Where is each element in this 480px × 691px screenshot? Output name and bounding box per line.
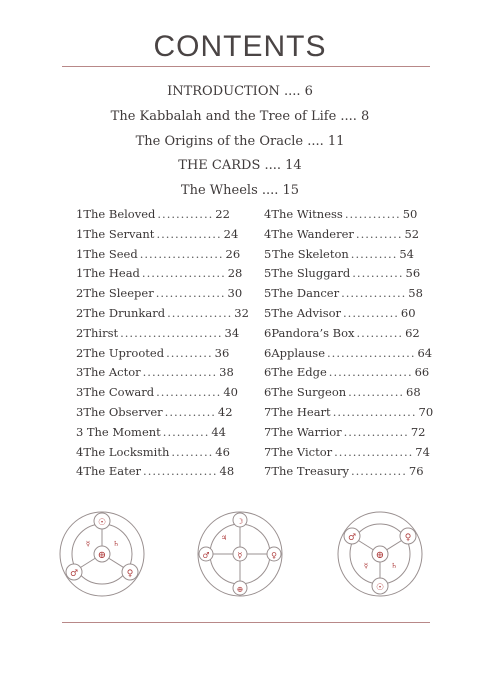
toc-entry[interactable]: [76, 245, 241, 265]
toc-entry-name: The Uprooted: [83, 345, 165, 360]
page-title: CONTENTS: [153, 30, 327, 63]
toc-entry-dots: ................: [142, 365, 218, 380]
toc-entry-name: Pandora’s Box: [271, 325, 355, 340]
svg-text:♂: ♂: [69, 569, 79, 579]
toc-entry[interactable]: [264, 225, 420, 245]
toc-entry-dots: .................: [334, 444, 414, 459]
toc-entry-num: 4: [76, 444, 84, 459]
toc-entry-page: 32: [234, 305, 249, 320]
toc-entry[interactable]: [264, 344, 433, 364]
toc-right-column: [264, 205, 434, 482]
toc-entry-num: 5: [264, 305, 272, 320]
toc-entry-page: 62: [405, 325, 420, 340]
toc-entry-dots: ............: [343, 305, 399, 320]
toc-entry-num: 2: [76, 305, 84, 320]
svg-text:⊕: ⊕: [236, 585, 244, 594]
toc-entry[interactable]: [264, 205, 418, 225]
toc-entry-dots: ..........: [355, 226, 403, 241]
toc-entry-num: 2: [76, 325, 84, 340]
toc-entry-name: Thirst: [83, 325, 119, 340]
svg-text:⊕: ⊕: [375, 550, 385, 561]
toc-entry[interactable]: [264, 443, 430, 463]
svg-text:⊕: ⊕: [97, 550, 107, 561]
toc-entry[interactable]: [264, 423, 426, 443]
toc-entry-dots: ...........: [352, 266, 404, 281]
toc-entry-name: The Moment: [86, 424, 161, 439]
wheel-diagram-2: [194, 508, 286, 600]
toc-entry[interactable]: [264, 264, 421, 284]
toc-entry[interactable]: [76, 205, 230, 225]
toc-entry-page: 22: [215, 207, 230, 221]
toc-entry-page: 24: [223, 226, 239, 241]
wheel-four-spoke-icon: [194, 508, 286, 600]
svg-text:♄: ♄: [390, 562, 398, 570]
toc-entry[interactable]: [264, 245, 414, 265]
svg-text:♂: ♂: [347, 533, 357, 543]
toc-entry-num: 3: [76, 424, 84, 439]
toc-entry-dots: ............: [344, 207, 401, 221]
toc-entry-dots: ..........: [162, 424, 210, 439]
toc-entry-name: The Sluggard: [271, 266, 351, 281]
toc-entry-num: 1: [76, 226, 84, 241]
toc-entry-num: 7: [264, 424, 272, 439]
toc-entry-name: The Warrior: [271, 424, 342, 439]
toc-entry-page: 68: [406, 385, 421, 400]
toc-intro-origins[interactable]: The Origins of the Oracle .... 11: [135, 133, 345, 149]
toc-entry[interactable]: [76, 264, 243, 284]
toc-left-column: [76, 205, 249, 482]
toc-entry-page: 52: [404, 226, 420, 241]
toc-entry-dots: ...............: [155, 286, 226, 301]
toc-entry-num: 1: [76, 246, 84, 261]
toc-entry-num: 5: [264, 246, 272, 261]
toc-entry-name: The Wanderer: [271, 226, 354, 241]
wheel-three-spoke-up-icon: [334, 508, 426, 600]
toc-entry-name: The Sleeper: [83, 286, 154, 301]
toc-entry[interactable]: [76, 324, 240, 344]
toc-entry[interactable]: [264, 284, 423, 304]
toc-entry-name: The Seed: [83, 246, 138, 261]
toc-entry-name: The Eater: [83, 464, 142, 479]
wheels-illustration: [0, 508, 480, 618]
wheel-diagram-3: [334, 508, 426, 600]
toc-entry-name: The Skeleton: [272, 246, 349, 261]
toc-entry-num: 2: [76, 286, 84, 301]
toc-entry-num: 4: [264, 226, 272, 241]
toc-entry-dots: ................: [143, 464, 218, 479]
toc-entry-name: The Servant: [83, 226, 155, 241]
toc-entry-page: 64: [417, 345, 433, 360]
toc-entry-name: The Advisor: [271, 305, 342, 320]
toc-entry-page: 54: [399, 246, 414, 261]
toc-entry-name: The Coward: [83, 385, 155, 400]
svg-text:☿: ☿: [237, 551, 243, 560]
toc-entry-num: 6: [264, 345, 272, 360]
toc-entry-num: 3: [76, 365, 84, 380]
toc-entry-num: 7: [264, 404, 272, 419]
toc-entry-name: The Head: [83, 266, 140, 281]
toc-entry-dots: ..............: [343, 424, 409, 439]
toc-entry-dots: ..........: [350, 246, 398, 261]
toc-entry-page: 40: [223, 385, 238, 400]
toc-entry-page: 50: [402, 207, 418, 221]
wheel-diagram-1: [56, 508, 148, 600]
svg-text:♀: ♀: [404, 533, 412, 543]
toc-entry-page: 56: [405, 266, 421, 281]
toc-entry[interactable]: [76, 363, 234, 383]
toc-entry-page: 42: [217, 404, 233, 419]
toc-intro-wheels[interactable]: The Wheels .... 15: [180, 183, 300, 199]
svg-text:☿: ☿: [85, 540, 91, 548]
bottom-rule: [62, 622, 430, 623]
toc-entry[interactable]: [76, 403, 233, 423]
toc-entry-name: The Dancer: [271, 286, 340, 301]
toc-entry-page: 28: [227, 266, 243, 281]
toc-entry[interactable]: [264, 324, 420, 344]
toc-entry-dots: ..................: [141, 266, 226, 281]
toc-entry-num: 3: [76, 404, 84, 419]
toc-entry-page: 60: [400, 305, 416, 320]
toc-entry-num: 6: [264, 385, 272, 400]
toc-entry-page: 70: [418, 404, 434, 419]
toc-entry-dots: ............: [157, 207, 214, 221]
svg-text:☽: ☽: [236, 517, 244, 526]
toc-entry-name: The Actor: [83, 365, 141, 380]
toc-entry[interactable]: [76, 443, 230, 463]
toc-entry-name: The Locksmith: [83, 444, 170, 459]
toc-entry[interactable]: [76, 284, 243, 304]
toc-entry-dots: ..........: [356, 325, 404, 340]
toc-entry-dots: ..............: [156, 226, 222, 241]
toc-entry-page: 34: [224, 325, 240, 340]
toc-entry-num: 7: [264, 444, 272, 459]
toc-entry-dots: ..............: [341, 286, 407, 301]
toc-entry-num: 4: [264, 207, 272, 221]
wheel-three-spoke-down-icon: [56, 508, 148, 600]
svg-text:☉: ☉: [375, 583, 385, 593]
toc-intro-introduction[interactable]: INTRODUCTION .... 6: [167, 84, 313, 99]
svg-text:♂: ♂: [202, 551, 210, 560]
toc-entry-name: Applause: [271, 345, 326, 360]
svg-text:☿: ☿: [363, 562, 369, 570]
svg-text:☉: ☉: [97, 518, 107, 528]
toc-entry-page: 74: [415, 444, 430, 459]
toc-entry-dots: ...................: [327, 345, 416, 360]
intro-section: [0, 80, 480, 204]
toc-entry[interactable]: [264, 462, 424, 482]
toc-entry[interactable]: [264, 363, 430, 383]
toc-entry-num: 6: [264, 365, 272, 380]
svg-text:♄: ♄: [112, 540, 120, 548]
toc-entry-num: 5: [264, 266, 272, 281]
toc-entry-num: 3: [76, 385, 84, 400]
toc-entry-dots: .........: [171, 444, 214, 459]
toc-entry-dots: ..........: [166, 345, 213, 360]
toc-entry-page: 76: [408, 464, 424, 479]
toc-entry[interactable]: [264, 403, 434, 423]
toc-entry[interactable]: [76, 225, 239, 245]
toc-entry-num: 2: [76, 345, 84, 360]
toc-entry[interactable]: [76, 423, 226, 443]
toc-entry[interactable]: [76, 383, 238, 403]
toc-entry-name: The Drunkard: [83, 305, 166, 320]
toc-entry[interactable]: [76, 304, 249, 324]
toc-entry-name: The Heart: [271, 404, 331, 419]
toc-entry-dots: ..................: [332, 404, 417, 419]
toc-entry-num: 1: [76, 266, 84, 281]
toc-entry-name: The Observer: [83, 404, 163, 419]
toc-entry-dots: ......................: [120, 325, 223, 340]
toc-entry-dots: ..............: [167, 305, 233, 320]
toc-entry-page: 46: [215, 444, 230, 459]
toc-entry-page: 30: [227, 286, 243, 301]
toc-entry-name: The Treasury: [271, 464, 349, 479]
toc-intro-kabbalah[interactable]: The Kabbalah and the Tree of Life .... 8: [110, 108, 370, 124]
toc-entry-num: 6: [264, 325, 272, 340]
top-rule: [62, 66, 430, 67]
toc-entry-dots: ..................: [139, 246, 224, 261]
toc-entry[interactable]: [76, 344, 230, 364]
toc-entry-num: 5: [264, 286, 272, 301]
toc-entry-num: 4: [76, 464, 84, 479]
toc-entry-page: 66: [414, 365, 430, 380]
toc-entry[interactable]: [264, 383, 421, 403]
toc-entry-name: The Witness: [271, 207, 343, 221]
toc-entry-page: 72: [410, 424, 426, 439]
toc-entry-dots: ...........: [164, 404, 216, 419]
svg-text:♃: ♃: [220, 534, 228, 542]
toc-entry-num: 1: [76, 207, 84, 221]
toc-entry-page: 26: [225, 246, 241, 261]
toc-entry-dots: ............: [351, 464, 407, 479]
toc-entry[interactable]: [264, 304, 414, 324]
toc-intro-cards[interactable]: THE CARDS .... 14: [178, 158, 302, 174]
toc-entry-name: The Edge: [271, 365, 327, 380]
toc-entry-name: The Beloved: [83, 207, 156, 221]
toc-entry-dots: ............: [348, 385, 405, 400]
toc-entry-page: 48: [219, 464, 235, 479]
toc-entry-num: 7: [264, 464, 272, 479]
toc-entry-dots: ..................: [328, 365, 413, 380]
toc-entry[interactable]: [76, 462, 235, 482]
toc-entry-page: 58: [408, 286, 423, 301]
toc-entry-page: 38: [219, 365, 234, 380]
toc-entry-dots: ..............: [156, 385, 222, 400]
svg-text:♀: ♀: [126, 569, 134, 579]
svg-text:♀: ♀: [271, 551, 277, 560]
toc-entry-page: 36: [214, 345, 230, 360]
toc-entry-name: The Victor: [271, 444, 333, 459]
toc-entry-name: The Surgeon: [271, 385, 347, 400]
toc-entry-page: 44: [211, 424, 226, 439]
